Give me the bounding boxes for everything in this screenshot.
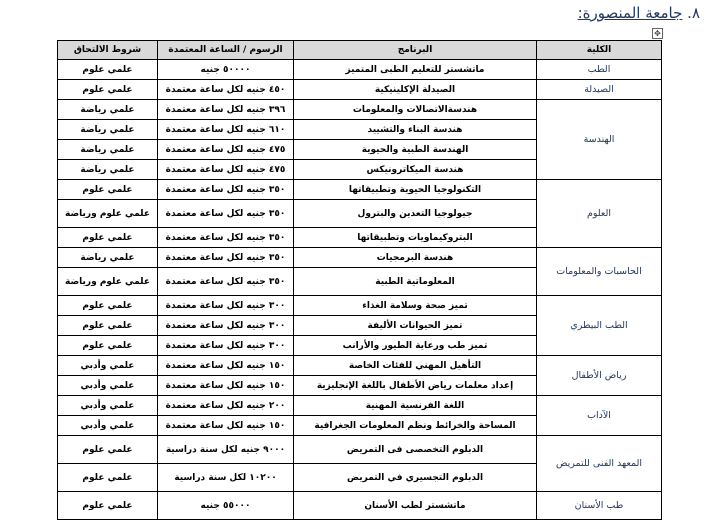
- requirements-cell: علمي علوم: [58, 316, 158, 336]
- fees-cell: ٣٥٠ جنيه لكل ساعة معتمدة: [158, 268, 294, 296]
- requirements-cell: علمي علوم: [58, 492, 158, 520]
- program-cell: إعداد معلمات رياض الأطفال باللغة الإنجليزية: [294, 376, 537, 396]
- table-row: [58, 248, 662, 268]
- requirements-cell: علمي رياضة: [58, 248, 158, 268]
- fees-cell: ٣٠٠ جنيه لكل ساعة معتمدة: [158, 336, 294, 356]
- table-row: [58, 356, 662, 376]
- requirements-cell: علمي وأدبي: [58, 396, 158, 416]
- program-cell: جيولوجيا التعدين والبترول: [294, 200, 537, 228]
- header-fees: الرسوم / الساعة المعتمدة: [158, 41, 294, 60]
- fees-cell: ٤٧٥ جنيه لكل ساعة معتمدة: [158, 140, 294, 160]
- faculty-cell: الحاسبات والمعلومات: [537, 248, 662, 296]
- table-header-row: [58, 41, 662, 60]
- program-cell: تميز صحة وسلامة الغذاء: [294, 296, 537, 316]
- requirements-cell: علمي علوم: [58, 464, 158, 492]
- program-cell: هندسة البرمجيات: [294, 248, 537, 268]
- faculty-cell: الطب: [537, 60, 662, 80]
- program-cell: التكنولوجيا الحيوية وتطبيقاتها: [294, 180, 537, 200]
- requirements-cell: علمي وأدبي: [58, 356, 158, 376]
- table-row: [58, 180, 662, 200]
- fees-cell: ٣٥٠ جنيه لكل ساعة معتمدة: [158, 228, 294, 248]
- requirements-cell: علمي رياضة: [58, 160, 158, 180]
- requirements-cell: علمي علوم: [58, 296, 158, 316]
- fees-cell: ١٥٠ جنيه لكل ساعة معتمدة: [158, 376, 294, 396]
- requirements-cell: علمي علوم: [58, 60, 158, 80]
- table-row: [58, 60, 662, 80]
- requirements-cell: علمي علوم: [58, 336, 158, 356]
- table-row: [58, 396, 662, 416]
- requirements-cell: علمي علوم: [58, 180, 158, 200]
- fees-cell: ٣٥٠ جنيه لكل ساعة معتمدة: [158, 248, 294, 268]
- requirements-cell: علمي علوم ورياضة: [58, 268, 158, 296]
- fees-cell: ٦١٠ جنيه لكل ساعة معتمدة: [158, 120, 294, 140]
- fees-cell: ٣٥٠ جنيه لكل ساعة معتمدة: [158, 180, 294, 200]
- program-cell: البتروكيماويات وتطبيقاتها: [294, 228, 537, 248]
- faculty-cell: الطب البيطري: [537, 296, 662, 356]
- section-number: ٨.: [687, 4, 700, 22]
- program-cell: ماتشستر لطب الأسنان: [294, 492, 537, 520]
- fees-cell: ٣٠٠ جنيه لكل ساعة معتمدة: [158, 316, 294, 336]
- fees-cell: ١٥٠ جنيه لكل ساعة معتمدة: [158, 356, 294, 376]
- fees-cell: ٢٠٠ جنيه لكل ساعة معتمدة: [158, 396, 294, 416]
- section-title: جامعة المنصورة:: [577, 4, 683, 22]
- fees-cell: ٤٧٥ جنيه لكل ساعة معتمدة: [158, 160, 294, 180]
- faculty-cell: رياض الأطفال: [537, 356, 662, 396]
- fees-cell: ٣٥٠ جنيه لكل ساعة معتمدة: [158, 200, 294, 228]
- table-row: [58, 492, 662, 520]
- requirements-cell: علمي علوم ورياضة: [58, 200, 158, 228]
- fees-cell: ٩٠٠٠ جنيه لكل سنة دراسية: [158, 436, 294, 464]
- programs-table: [57, 40, 662, 520]
- requirements-cell: علمي وأدبي: [58, 416, 158, 436]
- program-cell: ماتشستر للتعليم الطبى المتميز: [294, 60, 537, 80]
- requirements-cell: علمي علوم: [58, 80, 158, 100]
- fees-cell: ١٥٠ جنيه لكل ساعة معتمدة: [158, 416, 294, 436]
- fees-cell: ٥٠٠٠٠ جنيه: [158, 60, 294, 80]
- table-row: [58, 80, 662, 100]
- requirements-cell: علمي علوم: [58, 228, 158, 248]
- program-cell: المساحة والخرائط ونظم المعلومات الجغرافية: [294, 416, 537, 436]
- faculty-cell: الهندسة: [537, 100, 662, 180]
- program-cell: تميز الحيوانات الأليفة: [294, 316, 537, 336]
- fees-cell: ١٠٢٠٠ لكل سنة دراسية: [158, 464, 294, 492]
- program-cell: تميز طب ورعاية الطيور والأرانب: [294, 336, 537, 356]
- header-faculty: الكلية: [537, 41, 662, 60]
- faculty-cell: العلوم: [537, 180, 662, 248]
- program-cell: التأهيل المهني للفئات الخاصة: [294, 356, 537, 376]
- table-row: [58, 296, 662, 316]
- program-cell: هندسة البناء والتشييد: [294, 120, 537, 140]
- faculty-cell: الصيدلة: [537, 80, 662, 100]
- table-move-handle-icon[interactable]: ✥: [652, 28, 663, 39]
- program-cell: اللغة الفرنسية المهنية: [294, 396, 537, 416]
- section-heading: [578, 4, 700, 22]
- table-row: [58, 100, 662, 120]
- requirements-cell: علمي رياضة: [58, 100, 158, 120]
- program-cell: الهندسة الطبية والحيوية: [294, 140, 537, 160]
- fees-cell: ٥٥٠٠٠ جنيه: [158, 492, 294, 520]
- table-row: [58, 436, 662, 464]
- faculty-cell: طب الأسنان: [537, 492, 662, 520]
- program-cell: الدبلوم التخصصى فى التمريض: [294, 436, 537, 464]
- requirements-cell: علمي علوم: [58, 436, 158, 464]
- requirements-cell: علمي رياضة: [58, 120, 158, 140]
- fees-cell: ٣٠٠ جنيه لكل ساعة معتمدة: [158, 296, 294, 316]
- header-requirements: شروط الالتحاق: [58, 41, 158, 60]
- header-program: البرنامج: [294, 41, 537, 60]
- requirements-cell: علمي رياضة: [58, 140, 158, 160]
- program-cell: الدبلوم التجسيري في التمريض: [294, 464, 537, 492]
- fees-cell: ٣٩٦ جنيه لكل ساعة معتمدة: [158, 100, 294, 120]
- program-cell: هندسةالاتصالات والمعلومات: [294, 100, 537, 120]
- faculty-cell: المعهد الفنى للتمريض: [537, 436, 662, 492]
- fees-cell: ٤٥٠ جنيه لكل ساعة معتمدة: [158, 80, 294, 100]
- program-cell: هندسة الميكاترونيكس: [294, 160, 537, 180]
- program-cell: الصيدلة الإكلينيكية: [294, 80, 537, 100]
- program-cell: المعلوماتية الطبية: [294, 268, 537, 296]
- requirements-cell: علمي وأدبي: [58, 376, 158, 396]
- faculty-cell: الآداب: [537, 396, 662, 436]
